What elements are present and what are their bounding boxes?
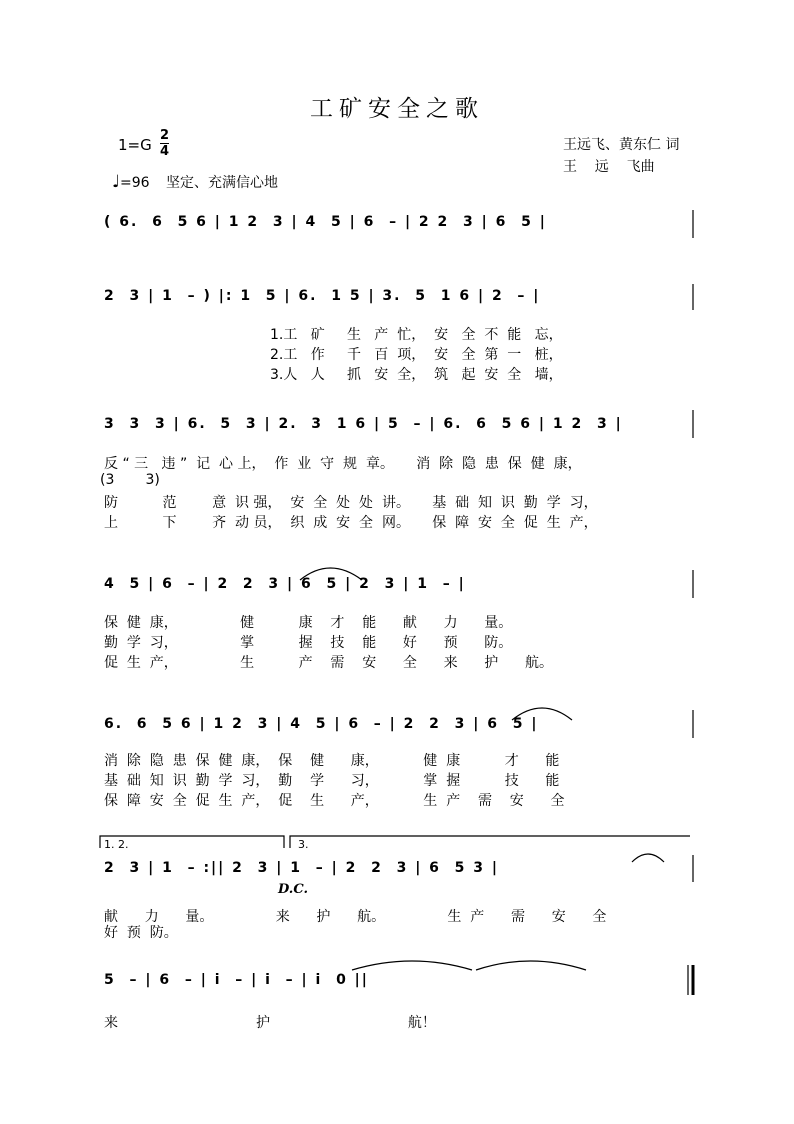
quarter-note-icon: ♩ — [112, 172, 121, 192]
lyric-row-7-verse-1: 来 护 航！ — [104, 1015, 436, 1031]
ending-3-bracket — [290, 836, 690, 848]
lyric-row-3-verse-3: 上 下 齐 动 员， 织 成 安 全 网。 保 障 安 全 促 生 产， — [104, 515, 598, 531]
notation-row-6: 2 3 | 1 – :|| 2 3 | 1 – | 2 2 3 | 6 5 3 | — [104, 860, 500, 876]
key-label: 1=G — [118, 136, 152, 154]
notation-row-2: 2 3 | 1 – ) |: 1 5 | 6. 1 5 | 3. 5 1 6 | 2 – | — [104, 288, 541, 304]
time-denominator: 4 — [160, 144, 170, 159]
da-capo-marking: D.C. — [278, 882, 308, 897]
tie — [476, 961, 586, 970]
lyric-row-5-verse-1: 消 除 隐 患 保 健 康， 保 健 康， 健 康 才 能 — [104, 753, 560, 769]
ending-3-label: 3. — [298, 838, 309, 851]
lyric-row-6-verse-2: 好 预 防。 — [104, 925, 178, 941]
lyric-row-5-verse-2: 基 础 知 识 勤 学 习， 勤 学 习， 掌 握 技 能 — [104, 773, 560, 789]
lyric-row-4-verse-1: 保 健 康， 健 康 才 能 献 力 量。 — [104, 615, 513, 631]
lyric-row-4-verse-3: 促 生 产， 生 产 需 安 全 来 护 航。 — [104, 655, 554, 671]
lyric-row-5-verse-3: 保 障 安 全 促 生 产， 促 生 产， 生 产 需 安 全 — [104, 793, 565, 809]
time-numerator: 2 — [160, 128, 170, 143]
expression-text: 坚定、充满信心地 — [166, 175, 279, 191]
lyric-row-4-verse-2: 勤 学 习， 掌 握 技 能 好 预 防。 — [104, 635, 513, 651]
notation-row-7: 5 – | 6 – | i – | i – | i 0 || — [104, 972, 369, 988]
lyric-row-2-verse-3: 3.人 人 抓 安 全， 筑 起 安 全 墙， — [270, 367, 563, 383]
lyric-row-2-verse-2: 2.工 作 千 百 项， 安 全 第 一 桩， — [270, 347, 563, 363]
notation-row-4: 4 5 | 6 – | 2 2 3 | 6 5 | 2 3 | 1 – | — [104, 576, 466, 592]
lyric-row-6-verse-1: 献 力 量。 来 护 航。 生 产 需 安 全 — [104, 909, 607, 925]
tempo-value: =96 — [120, 175, 150, 191]
notation-row-5: 6. 6 5 6 | 1 2 3 | 4 5 | 6 – | 2 2 3 | 6 5 | — [104, 716, 539, 732]
slur — [300, 568, 362, 580]
lyricist-credit: 王远飞、黄东仁 词 — [563, 137, 680, 153]
tie — [352, 961, 472, 970]
lyric-row-3-alt: (3 3) — [100, 472, 160, 488]
lyric-row-3-verse-1: 反 “ 三 违 ” 记 心 上， 作 业 守 规 章。 消 除 隐 患 保 健 康， — [104, 456, 582, 472]
slur — [512, 708, 572, 720]
lyric-row-3-verse-2: 防 范 意 识 强， 安 全 处 处 讲。 基 础 知 识 勤 学 习， — [104, 495, 598, 511]
notation-row-1: ( 6. 6 5 6 | 1 2 3 | 4 5 | 6 – | 2 2 3 | 6 5 | — [104, 214, 547, 230]
composer-credit: 王 远 飞曲 — [563, 159, 655, 175]
notation-row-3: 3 3 3 | 6. 5 3 | 2. 3 1 6 | 5 – | 6. 6 5 6 | 1 2 3 | — [104, 416, 623, 432]
ending-1-2-label: 1. 2. — [104, 838, 129, 851]
lyric-row-2-verse-1: 1.工 矿 生 产 忙， 安 全 不 能 忘， — [270, 327, 563, 343]
song-title: 工矿安全之歌 — [310, 96, 484, 122]
ending-1-2-bracket — [100, 836, 284, 848]
slur — [632, 854, 664, 862]
